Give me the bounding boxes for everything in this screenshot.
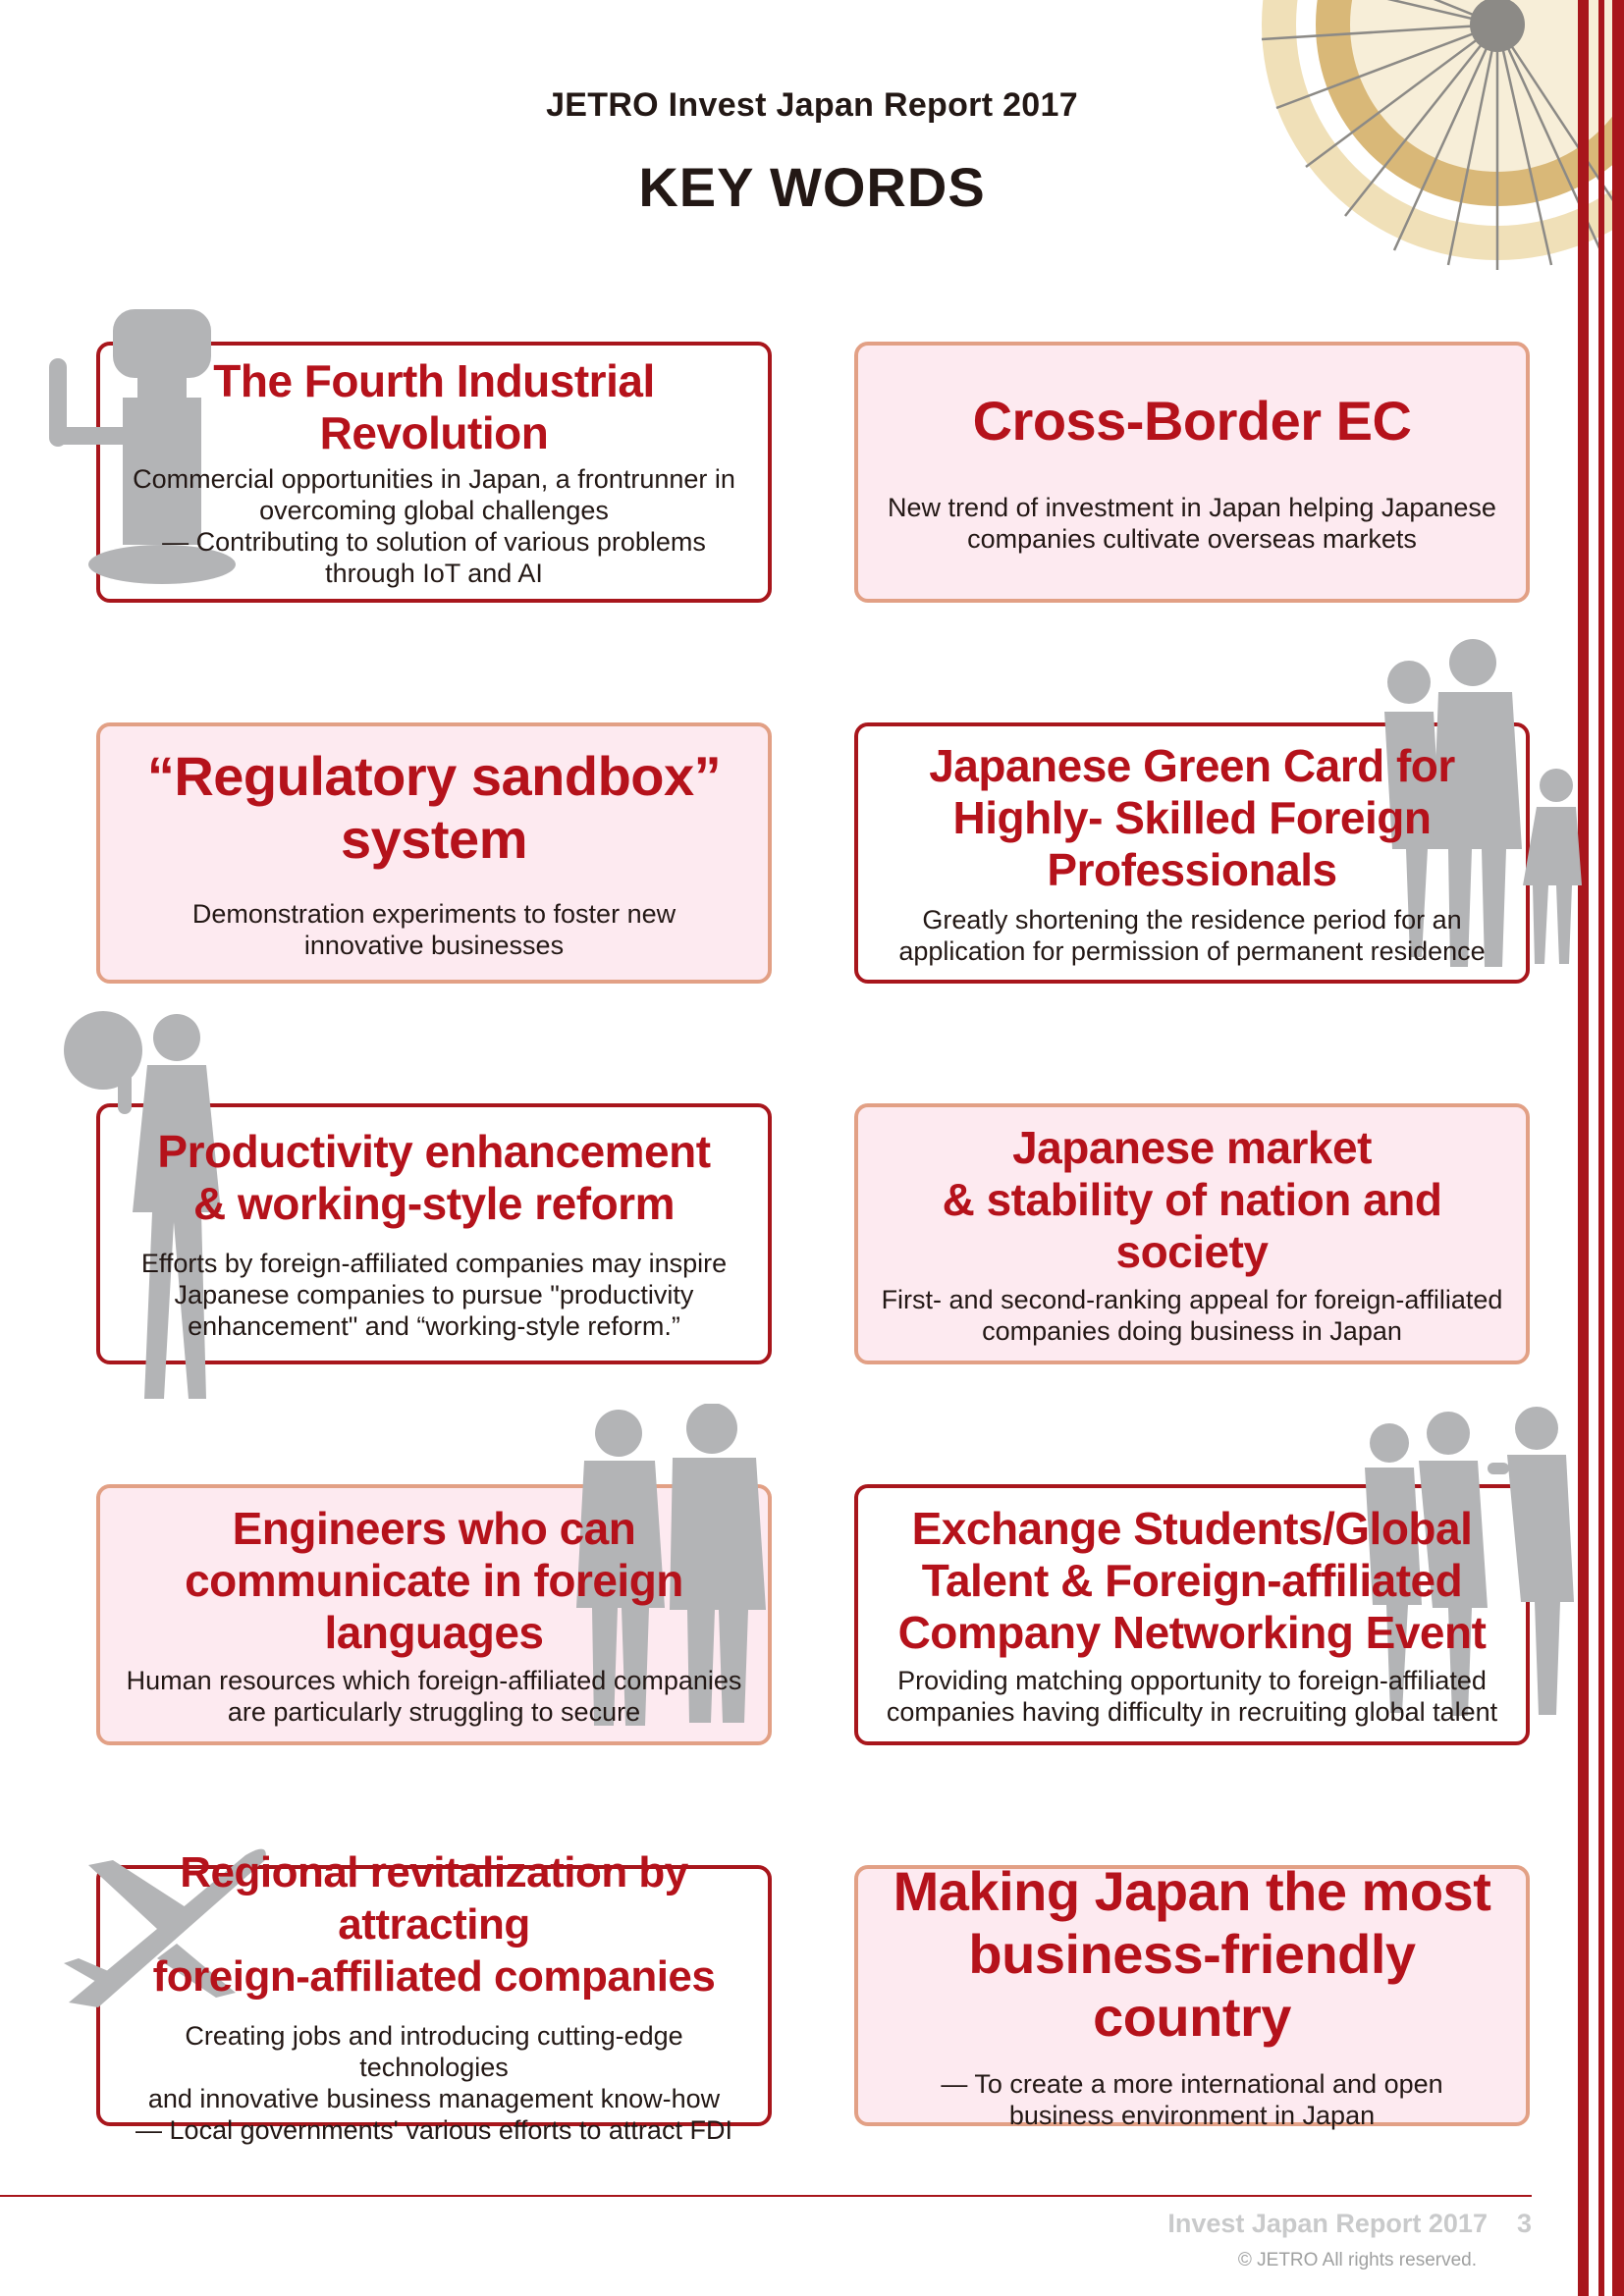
keyword-title: “Regulatory sandbox” system	[146, 745, 722, 870]
decorative-stripes	[1571, 0, 1624, 2296]
keyword-title: Engineers who can communicate in foreign languages	[185, 1502, 683, 1658]
keyword-card-regional-revitalization	[96, 1847, 772, 2145]
keyword-description: First- and second-ranking appeal for foreign-affiliated companies doing business in Japan	[881, 1284, 1503, 1346]
keyword-card-regulatory-sandbox	[96, 722, 772, 984]
keyword-description: — To create a more international and open business environment in Japan	[941, 2069, 1443, 2130]
keyword-title: Regional revitalization by attracting foreign-affiliated companies	[152, 1847, 716, 2001]
keyword-description: Commercial opportunities in Japan, a frontrunner in overcoming global challenges — Contributing to solution of various problems through IoT and AI	[133, 464, 735, 588]
footer-divider	[0, 2195, 1532, 2197]
footer-report-name	[1167, 2209, 1532, 2239]
keyword-title: Japanese Green Card for Highly- Skilled Foreign Professionals	[929, 739, 1455, 895]
keyword-description: Efforts by foreign-affiliated companies may inspire Japanese companies to pursue "productivity enhancement" and “working-style reform.”	[140, 1249, 728, 1341]
umbrella-illustration	[1247, 0, 1624, 275]
report-title: JETRO Invest Japan Report 2017	[546, 86, 1078, 124]
keyword-card-cross-border-ec	[854, 342, 1530, 603]
keyword-description: Providing matching opportunity to foreign-affiliated companies having difficulty in recruiting global talent	[886, 1665, 1498, 1727]
keyword-card-green-card	[854, 722, 1530, 984]
keyword-card-japanese-market-stability	[854, 1103, 1530, 1364]
keyword-card-networking-event	[854, 1484, 1530, 1745]
keyword-title: Exchange Students/Global Talent & Foreign-affiliated Company Networking Event	[897, 1502, 1487, 1658]
keyword-card-engineers-foreign-languages	[96, 1484, 772, 1745]
keyword-card-business-friendly-country	[854, 1860, 1530, 2130]
keyword-title: The Fourth Industrial Revolution	[213, 355, 655, 458]
page-heading: KEY WORDS	[638, 156, 986, 218]
footer-report-label: Invest Japan Report 2017	[1167, 2209, 1488, 2238]
keyword-title: Making Japan the most business-friendly country	[893, 1860, 1491, 2048]
keyword-title: Productivity enhancement & working-style reform	[157, 1126, 711, 1229]
keyword-description: Creating jobs and introducing cutting-edge technologies and innovative business management know-how — Local governments' various efforts to attract FDI	[135, 2020, 732, 2145]
keyword-description: Human resources which foreign-affiliated companies are particularly struggling to secure	[126, 1665, 742, 1727]
keyword-description: Demonstration experiments to foster new innovative businesses	[191, 899, 677, 960]
copyright-notice: © JETRO All rights reserved.	[1237, 2250, 1477, 2270]
keyword-description: New trend of investment in Japan helping Japanese companies cultivate overseas markets	[888, 493, 1496, 554]
keyword-title: Cross-Border EC	[972, 390, 1412, 452]
page-number: 3	[1516, 2209, 1532, 2238]
keyword-title: Japanese market & stability of nation and society	[942, 1121, 1442, 1277]
keyword-description: Greatly shortening the residence period for an application for permission of permanent residence	[898, 904, 1486, 966]
